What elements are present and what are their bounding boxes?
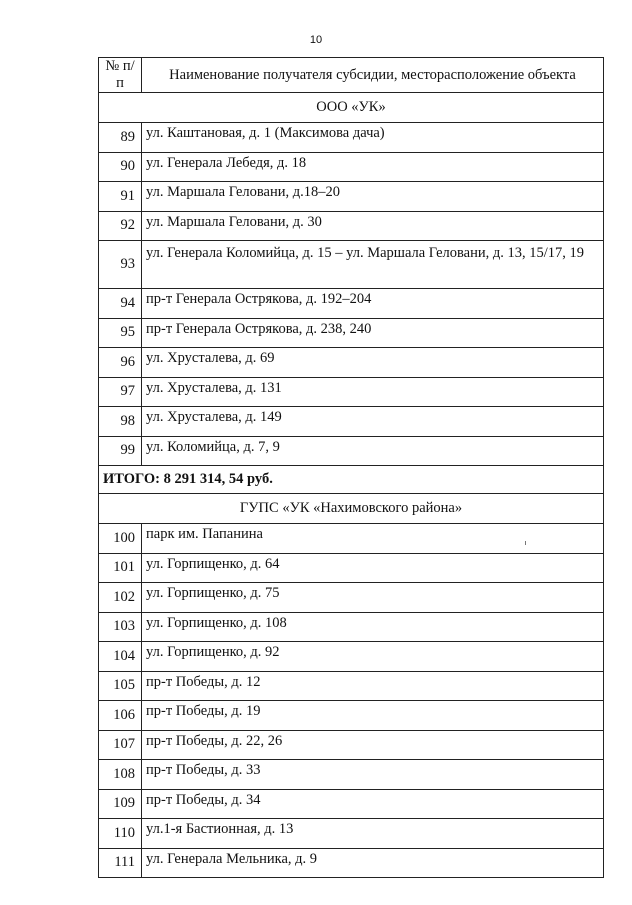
section2-rows	[99, 524, 604, 878]
row-address: ул. Маршала Геловани, д.18–20	[142, 182, 604, 212]
row-address: ул. Горпищенко, д. 92	[142, 642, 604, 672]
header-num: № п/п	[99, 58, 142, 93]
row-number: 100	[99, 524, 142, 554]
row-number: 106	[99, 701, 142, 731]
table-row	[99, 436, 604, 466]
total-row	[99, 466, 604, 494]
row-number: 96	[99, 348, 142, 378]
row-number: 107	[99, 730, 142, 760]
table-row	[99, 760, 604, 790]
row-number: 90	[99, 152, 142, 182]
row-address: пр-т Победы, д. 22, 26	[142, 730, 604, 760]
table-row	[99, 553, 604, 583]
table-row	[99, 152, 604, 182]
row-number: 95	[99, 318, 142, 348]
row-number: 102	[99, 583, 142, 613]
table-row	[99, 819, 604, 849]
row-number: 99	[99, 436, 142, 466]
row-address: пр-т Победы, д. 33	[142, 760, 604, 790]
total-text: ИТОГО: 8 291 314, 54 руб.	[99, 466, 604, 494]
table-row	[99, 789, 604, 819]
page-number: 10	[309, 34, 323, 46]
table-row	[99, 348, 604, 378]
table-row	[99, 123, 604, 153]
row-number: 94	[99, 289, 142, 319]
row-address: ул. Хрусталева, д. 149	[142, 407, 604, 437]
table-row	[99, 182, 604, 212]
subsidy-table	[98, 57, 604, 878]
table-row	[99, 241, 604, 289]
row-address: ул. Коломийца, д. 7, 9	[142, 436, 604, 466]
row-address: ул. Маршала Геловани, д. 30	[142, 211, 604, 241]
table-row	[99, 524, 604, 554]
row-number: 103	[99, 612, 142, 642]
row-number: 108	[99, 760, 142, 790]
row-number: 109	[99, 789, 142, 819]
row-address: ул. Генерала Лебедя, д. 18	[142, 152, 604, 182]
row-address: ул. Генерала Коломийца, д. 15 – ул. Маршала Геловани, д. 13, 15/17, 19	[142, 241, 604, 289]
row-address: пр-т Генерала Острякова, д. 192–204	[142, 289, 604, 319]
row-address: ул.1-я Бастионная, д. 13	[142, 819, 604, 849]
section-title: ГУПС «УК «Нахимовского района»	[99, 494, 604, 524]
row-address: пр-т Победы, д. 19	[142, 701, 604, 731]
table-row	[99, 848, 604, 878]
table-row	[99, 407, 604, 437]
row-address: ул. Горпищенко, д. 75	[142, 583, 604, 613]
row-number: 105	[99, 671, 142, 701]
table-row	[99, 701, 604, 731]
section-title-row	[99, 494, 604, 524]
row-number: 89	[99, 123, 142, 153]
table-row	[99, 642, 604, 672]
table-row	[99, 671, 604, 701]
table-row	[99, 211, 604, 241]
row-number: 97	[99, 377, 142, 407]
row-number: 98	[99, 407, 142, 437]
row-address: ул. Каштановая, д. 1 (Максимова дача)	[142, 123, 604, 153]
row-number: 110	[99, 819, 142, 849]
row-number: 92	[99, 211, 142, 241]
row-address: ул. Хрусталева, д. 131	[142, 377, 604, 407]
table-row	[99, 318, 604, 348]
row-address: ул. Генерала Мельника, д. 9	[142, 848, 604, 878]
row-address: ул. Горпищенко, д. 64	[142, 553, 604, 583]
section1-rows	[99, 123, 604, 466]
row-address: пр-т Победы, д. 34	[142, 789, 604, 819]
table-row	[99, 612, 604, 642]
table-row	[99, 730, 604, 760]
row-number: 111	[99, 848, 142, 878]
table-row	[99, 377, 604, 407]
row-number: 93	[99, 241, 142, 289]
table-row	[99, 289, 604, 319]
row-number: 104	[99, 642, 142, 672]
row-address: пр-т Генерала Острякова, д. 238, 240	[142, 318, 604, 348]
section-title-row	[99, 93, 604, 123]
row-address: ул. Хрусталева, д. 69	[142, 348, 604, 378]
section-title: ООО «УК»	[99, 93, 604, 123]
row-address: пр-т Победы, д. 12	[142, 671, 604, 701]
header-name: Наименование получателя субсидии, месторасположение объекта	[142, 58, 604, 93]
table-header-row	[99, 58, 604, 93]
row-address: ул. Горпищенко, д. 108	[142, 612, 604, 642]
row-address: парк им. Папанина	[142, 524, 604, 554]
row-number: 101	[99, 553, 142, 583]
table-row	[99, 583, 604, 613]
row-number: 91	[99, 182, 142, 212]
scan-mark	[525, 541, 526, 545]
